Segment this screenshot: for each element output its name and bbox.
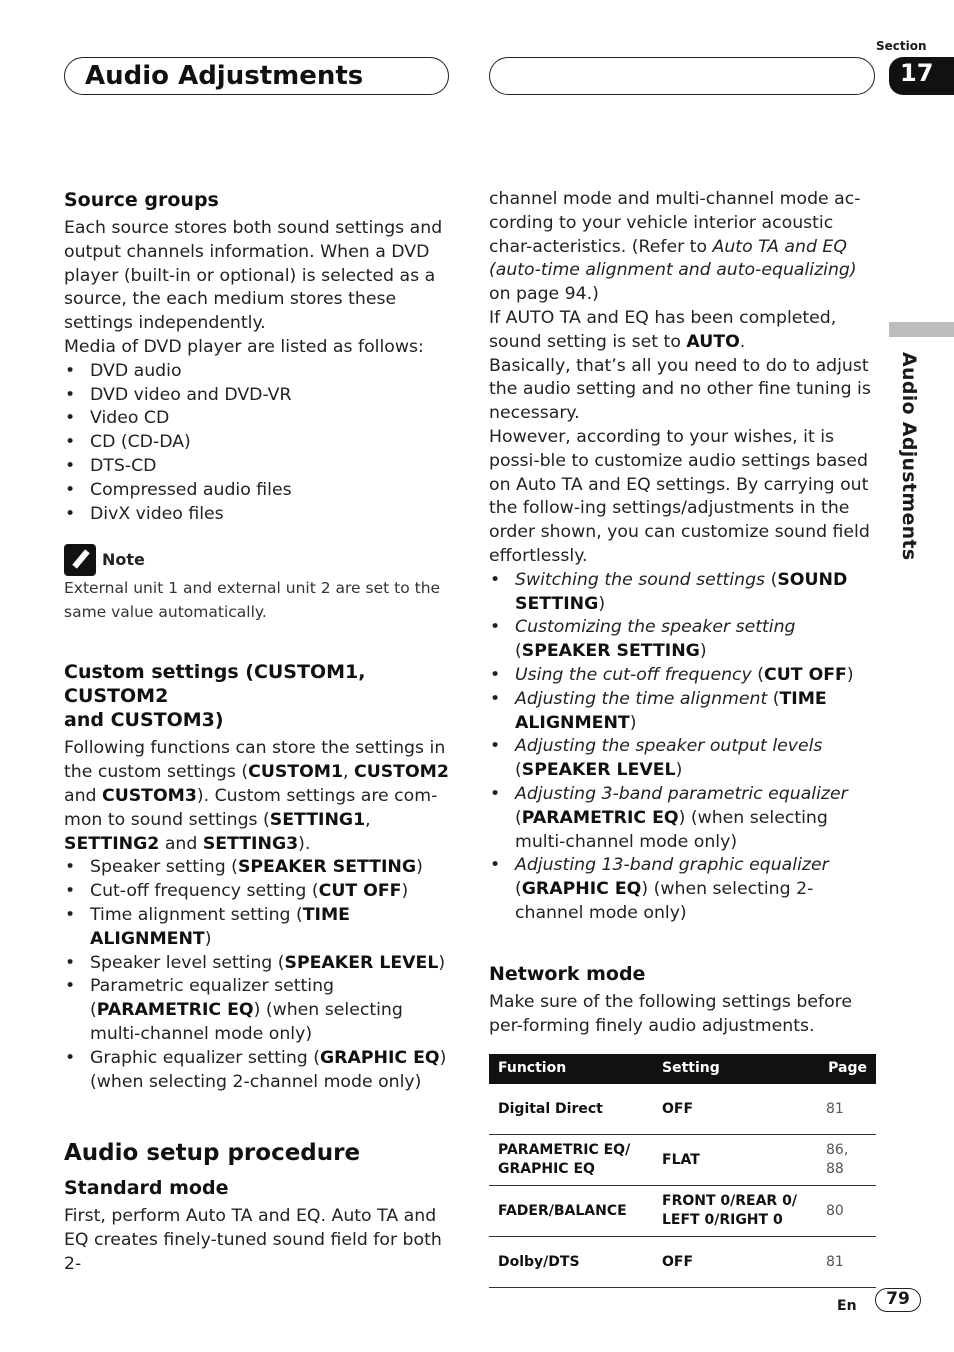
list-item: • DivX video files — [64, 503, 454, 527]
settings-table — [489, 1054, 876, 1288]
source-groups-para2: Media of DVD player are listed as follows: — [64, 336, 424, 357]
page-number: 79 — [875, 1288, 921, 1312]
list-item: • Compressed audio files — [64, 479, 454, 503]
list-item: • Using the cut-off frequency (CUT OFF) — [489, 664, 877, 688]
header-title-pill — [64, 57, 449, 95]
header-page: Page — [817, 1054, 876, 1084]
network-mode-heading: Network mode — [489, 962, 646, 985]
table-row — [489, 1186, 876, 1237]
table-row — [489, 1237, 876, 1288]
cell-page: 81 — [817, 1084, 876, 1135]
cell-page: 80 — [817, 1186, 876, 1237]
side-tab-label: Audio Adjustments — [898, 352, 920, 561]
header-empty-pill — [489, 57, 875, 95]
cell-setting: OFF — [653, 1237, 817, 1288]
custom-settings-heading: Custom settings (CUSTOM1, CUSTOM2 and CUSTOM3) — [64, 661, 366, 732]
source-groups-para1: Each source stores both sound settings and output channels information. When a DVD player (built-in or optional) is selected as a source, the each medium stores these settings independently. — [64, 218, 443, 334]
source-groups-heading: Source groups — [64, 189, 219, 211]
note-title: Note — [102, 550, 145, 570]
table-row — [489, 1084, 876, 1135]
custom-settings-para: Following functions can store the settings in the custom settings (CUSTOM1, CUSTOM2 and CUSTOM3). Custom settings are com-mon to sound settings (SETTING1, SETTING2 and SETTING3). — [64, 738, 449, 854]
dvd-media-list — [64, 360, 454, 527]
header-function: Function — [489, 1054, 653, 1084]
section-label: Section — [876, 39, 927, 53]
auto-ta-para: channel mode and multi-channel mode ac-cording to your vehicle interior acoustic char-acteristics. (Refer to Auto TA and EQ (auto-time alignment and auto-equalizing) on page 94.) — [489, 189, 861, 305]
cell-setting: OFF — [653, 1084, 817, 1135]
list-item: • Adjusting the speaker output levels (SPEAKER LEVEL) — [489, 735, 877, 783]
list-item: • CD (CD-DA) — [64, 431, 454, 455]
list-item: • Adjusting the time alignment (TIME ALIGNMENT) — [489, 688, 877, 736]
custom-settings-list — [64, 856, 454, 1094]
list-item: • Adjusting 3-band parametric equalizer (PARAMETRIC EQ) (when selecting multi-channel mode only) — [489, 783, 877, 854]
list-item: • Speaker setting (SPEAKER SETTING) — [64, 856, 454, 880]
list-item: • Adjusting 13-band graphic equalizer (GRAPHIC EQ) (when selecting 2-channel mode only) — [489, 854, 877, 925]
table-header-row — [489, 1054, 876, 1084]
list-item: • Parametric equalizer setting (PARAMETRIC EQ) (when selecting multi-channel mode only) — [64, 975, 454, 1046]
side-tab-marker — [889, 322, 954, 337]
list-item: • Switching the sound settings (SOUND SETTING) — [489, 569, 877, 617]
cell-function: FADER/BALANCE — [489, 1186, 653, 1237]
list-item: • Customizing the speaker setting (SPEAKER SETTING) — [489, 616, 877, 664]
basically-para: Basically, that’s all you need to do to adjust the audio setting and no other fine tuning is necessary. — [489, 355, 871, 424]
list-item: • DVD video and DVD-VR — [64, 384, 454, 408]
cell-page: 81 — [817, 1237, 876, 1288]
left-column — [64, 188, 454, 1277]
page-title: Audio Adjustments — [85, 61, 364, 91]
cell-function: Digital Direct — [489, 1084, 653, 1135]
table-row — [489, 1135, 876, 1186]
section-number-badge: 17 — [889, 57, 954, 95]
auto-complete-para: If AUTO TA and EQ has been completed, sound setting is set to AUTO. — [489, 307, 837, 352]
list-item: • DTS-CD — [64, 455, 454, 479]
list-item: • Speaker level setting (SPEAKER LEVEL) — [64, 952, 454, 976]
cell-setting: FLAT — [653, 1135, 817, 1186]
pencil-icon — [64, 544, 96, 576]
audio-setup-heading: Audio setup procedure — [64, 1140, 361, 1167]
cell-function: PARAMETRIC EQ/ GRAPHIC EQ — [489, 1135, 653, 1186]
standard-mode-heading: Standard mode — [64, 1177, 229, 1200]
list-item: • Cut-off frequency setting (CUT OFF) — [64, 880, 454, 904]
list-item: • Video CD — [64, 407, 454, 431]
right-column — [489, 188, 877, 1288]
however-para: However, according to your wishes, it is possi-ble to customize audio settings based on Auto TA and EQ settings. By carrying out the follow-ing settings/adjustments in the order shown, you can customize sound field effortlessly. — [489, 426, 870, 566]
list-item: • DVD audio — [64, 360, 454, 384]
cell-page: 86, 88 — [817, 1135, 876, 1186]
list-item: • Time alignment setting (TIME ALIGNMENT) — [64, 904, 454, 952]
standard-mode-para: First, perform Auto TA and EQ. Auto TA and EQ creates finely-tuned sound field for both 2- — [64, 1206, 442, 1274]
list-item: • Graphic equalizer setting (GRAPHIC EQ) (when selecting 2-channel mode only) — [64, 1047, 454, 1095]
note-text: External unit 1 and external unit 2 are set to the same value automatically. — [64, 579, 441, 622]
cell-setting: FRONT 0/REAR 0/ LEFT 0/RIGHT 0 — [653, 1186, 817, 1237]
note-header — [64, 544, 454, 576]
network-mode-para: Make sure of the following settings before per-forming finely audio adjustments. — [489, 991, 853, 1036]
adjustment-steps-list — [489, 569, 877, 926]
header-setting: Setting — [653, 1054, 817, 1084]
cell-function: Dolby/DTS — [489, 1237, 653, 1288]
footer-language: En — [837, 1298, 857, 1314]
